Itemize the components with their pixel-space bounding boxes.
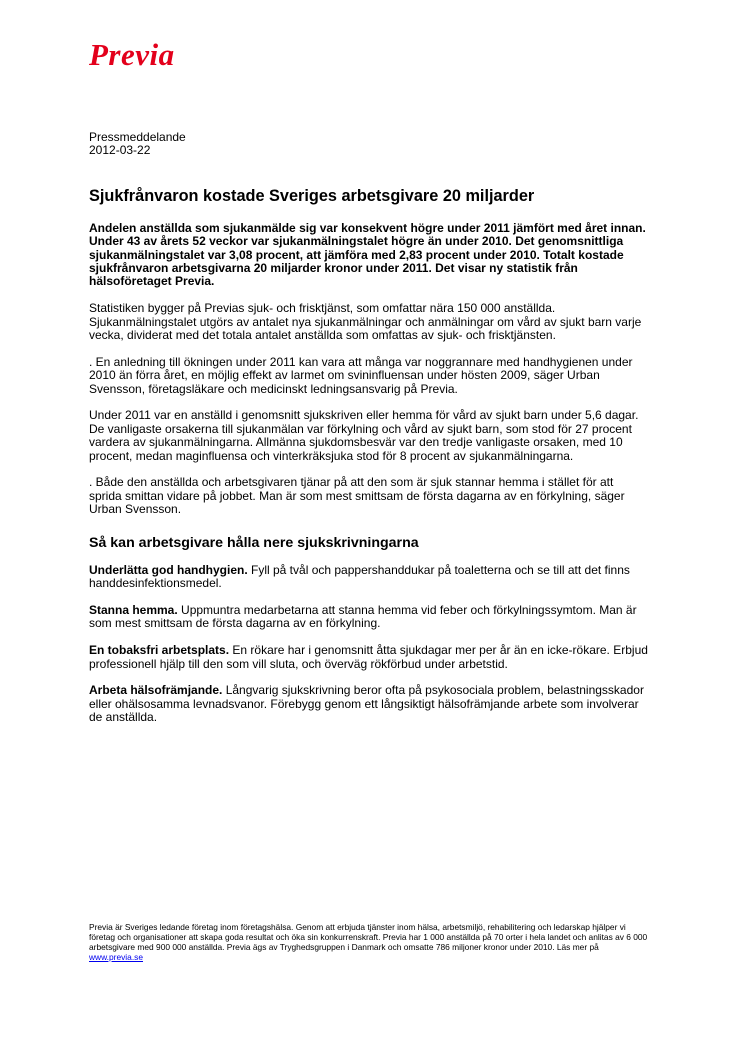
- tip-text: Uppmuntra medarbetarna att stanna hemma vid feber och förkylningssymtom. Man är som mest smittsam de första dagarna av en förkylning.: [89, 602, 637, 631]
- tip-title: Arbeta hälsofrämjande.: [89, 683, 223, 698]
- page-title: Sjukfrånvaron kostade Sveriges arbetsgivare 20 miljarder: [89, 186, 535, 205]
- body-paragraph-quote: . En anledning till ökningen under 2011 kan vara att många var noggrannare med handhygienen under 2010 än förra året, en möjlig effekt av larmet om svininfluensan under hösten 2009, säger Urban Svensson, företagsläkare och medicinskt ledningsansvarig på Previa.: [89, 354, 633, 396]
- release-date: 2012-03-22: [89, 143, 151, 158]
- press-release-content: [89, 131, 649, 738]
- website-link[interactable]: www.previa.se: [89, 952, 143, 962]
- tip-text: En rökare har i genomsnitt åtta sjukdagar mer per år än en icke-rökare. Erbjud professionell hjälp till den som vill sluta, och överväg rökförbud under arbetstid.: [89, 643, 648, 671]
- body-paragraph: Statistiken bygger på Previas sjuk- och frisktjänst, som omfattar nära 150 000 anställda. Sjukanmälningstalet utgörs av antalet nya sjukanmälningar och anmälningar om vård av sjukt barn varje vecka, dividerat med det totala antalet anställda som omfattas av sjuk- och frisktjänsten.: [89, 301, 642, 343]
- tip-text: Fyll på tvål och pappershanddukar på toaletterna och se till att det finns handdesinfektionsmedel.: [89, 562, 630, 591]
- tip-item: [89, 564, 649, 591]
- tip-item: [89, 604, 649, 631]
- tips-heading: Så kan arbetsgivare hålla nere sjukskrivningarna: [89, 534, 419, 551]
- company-footer: [89, 922, 649, 962]
- lead-paragraph: Andelen anställda som sjukanmälde sig var konsekvent högre under 2011 jämfört med året innan. Under 43 av årets 52 veckor var sjukanmälningstalet högre än under 2010. Det genomsnittliga sjukanmälningstalet var 3,08 procent, att jämföra med 2,83 procent under 2010. Totalt kostade sjukfrånvaron arbetsgivarna 20 miljarder kronor under 2011. Det visar ny statistik från hälsoföretaget Previa.: [89, 220, 646, 289]
- tip-item: [89, 684, 649, 724]
- body-paragraph: Under 2011 var en anställd i genomsnitt sjukskriven eller hemma för vård av sjukt barn under 5,6 dagar. De vanligaste orsakerna till sjukanmälan var förkylning och vård av sjukt barn, som stod för 27 procent vardera av sjukanmälningarna. Allmänna sjukdomsbesvär var den tredje vanligaste orsaken, med 10 procent, medan maginfluensa och vinterkräksjuka stod för 8 procent av sjukanmälningarna.: [89, 408, 639, 463]
- tip-title: Underlätta god handhygien.: [89, 562, 248, 577]
- tip-title: En tobaksfri arbetsplats.: [89, 643, 230, 658]
- footer-text: Previa är Sveriges ledande företag inom företagshälsa. Genom att erbjuda tjänster inom hälsa, arbetsmiljö, rehabilitering och ledarskap hjälper vi företag och organisationer att skapa goda resultat och öka sin konkurrenskraft. Previa har 1 000 anställda på 70 orter i hela landet och anlitas av 6 000 arbetsgivare med 900 000 anställda. Previa ägs av Tryghedsgruppen i Danmark och omsatte 786 miljoner kronor under 2010. Läs mer på: [89, 922, 648, 952]
- tip-title: Stanna hemma.: [89, 602, 178, 617]
- previa-logo: Previa: [89, 37, 175, 72]
- tip-text: Långvarig sjukskrivning beror ofta på psykosociala problem, belastningsskador eller ohälsosamma levnadsvanor. Förebygg genom ett långsiktigt hälsofrämjande arbete som involverar de anställda.: [89, 683, 644, 725]
- tip-item: [89, 644, 649, 671]
- body-paragraph-quote: . Både den anställda och arbetsgivaren tjänar på att den som är sjuk stannar hemma i stället för att sprida smittan vidare på jobbet. Man är som mest smittsam de första dagarna av en förkylning, säger Urban Svensson.: [89, 475, 625, 517]
- document-type: Pressmeddelande: [89, 130, 186, 144]
